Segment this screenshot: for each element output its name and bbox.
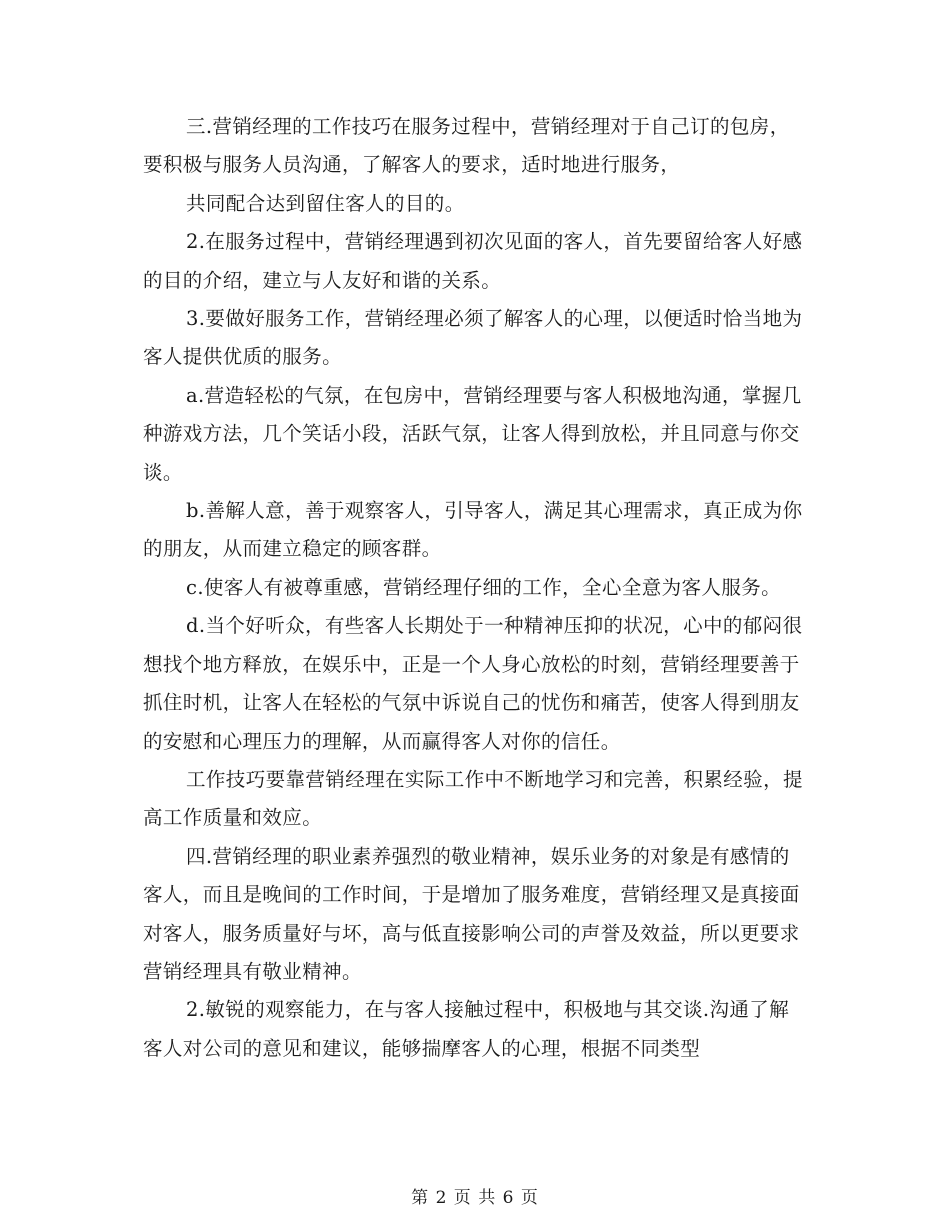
paragraph-item-c: c.使客人有被尊重感，营销经理仔细的工作，全心全意为客人服务。 (186, 575, 782, 599)
document-body (143, 108, 803, 1068)
paragraph-section-4-intro: 四.营销经理的职业素养强烈的敬业精神，娱乐业务的对象是有感情的客人，而且是晚间的工作时间，于是增加了服务难度，营销经理又是真接面对客人，服务质量好与坏，高与低直接影响公司的声誉及效益，所以更要求营销经理具有敬业精神。 (143, 844, 800, 983)
paragraph-item-a: a.营造轻松的气氛，在包房中，营销经理要与客人积极地沟通，掌握几种游戏方法，几个笑话小段，活跃气氛，让客人得到放松，并且同意与你交谈。 (143, 383, 802, 484)
paragraph-section-3-intro-cont: 共同配合达到留住客人的目的。 (186, 191, 465, 215)
paragraph-item-2: 2.在服务过程中，营销经理遇到初次见面的客人，首先要留给客人好感的目的介绍，建立与人友好和谐的关系。 (143, 230, 803, 292)
paragraph-skills-summary: 工作技巧要靠营销经理在实际工作中不断地学习和完善，积累经验，提高工作质量和效应。 (143, 767, 803, 830)
paragraph-section-4-item-2: 2.敏锐的观察能力，在与客人接触过程中，积极地与其交谈.沟通了解客人对公司的意见和建议，能够揣摩客人的心理，根据不同类型 (143, 998, 790, 1060)
page-footer: 第 2 页 共 6 页 (411, 1188, 539, 1208)
paragraph-item-b: b.善解人意，善于观察客人，引导客人，满足其心理需求，真正成为你的朋友，从而建立稳定的顾客群。 (143, 499, 803, 561)
paragraph-item-3: 3.要做好服务工作，营销经理必须了解客人的心理，以便适时恰当地为客人提供优质的服务。 (143, 307, 803, 369)
paragraph-item-d: d.当个好听众，有些客人长期处于一种精神压抑的状况，心中的郁闷很想找个地方释放，在娱乐中，正是一个人身心放松的时刻，营销经理要善于抓住时机，让客人在轻松的气氛中诉说自己的忧伤和痛苦，使客人得到朋友的安慰和心理压力的理解，从而赢得客人对你的信任。 (143, 614, 803, 753)
paragraph-section-3-intro: 三.营销经理的工作技巧在服务过程中，营销经理对于自己订的包房，要积极与服务人员沟通，了解客人的要求，适时地进行服务， (143, 115, 790, 177)
